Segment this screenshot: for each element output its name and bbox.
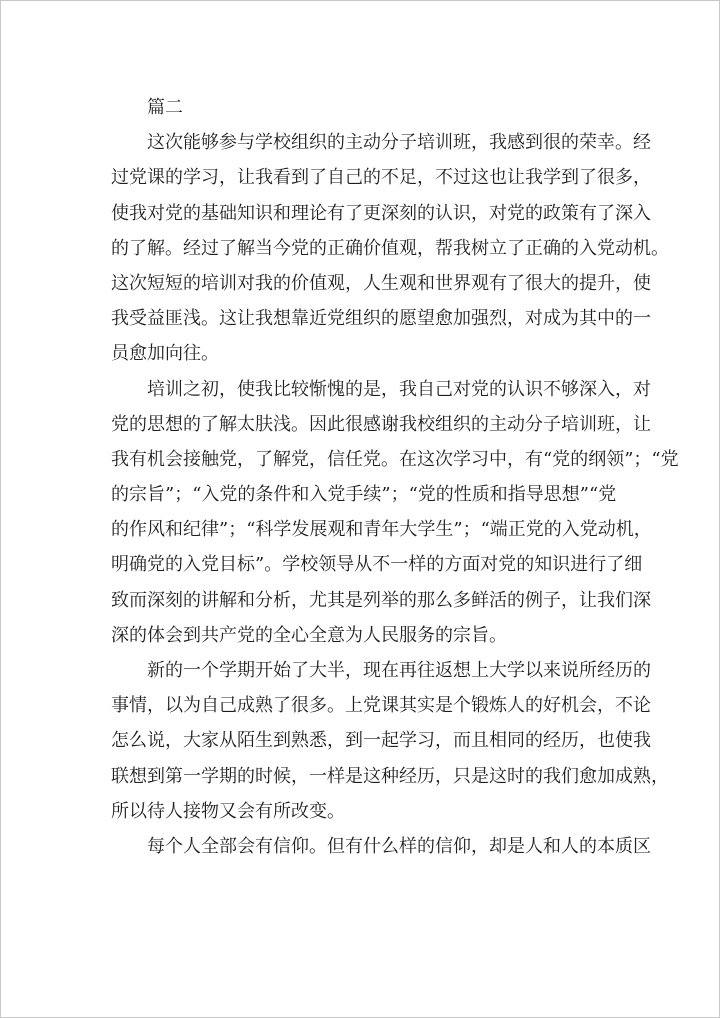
paragraph-1 bbox=[111, 125, 669, 371]
paragraph-line: 这次短短的培训对我的价值观，人生观和世界观有了很大的提升，使 bbox=[111, 272, 651, 294]
paragraph-4 bbox=[111, 829, 651, 864]
paragraph-line: 使我对党的基础知识和理论有了更深刻的认识，对党的政策有了深入 bbox=[111, 202, 651, 224]
paragraph-line: 党的思想的了解太肤浅。因此很感谢我校组织的主动分子培训班，让 bbox=[111, 413, 651, 435]
paragraph-line: 我受益匪浅。这让我想靠近党组织的愿望愈加强烈，对成为其中的一 bbox=[111, 308, 651, 330]
paragraph-2 bbox=[111, 372, 679, 654]
paragraph-line: 我有机会接触党，了解党，信任党。在这次学习中，有“党的纲领”；“党 bbox=[111, 448, 679, 470]
paragraph-line: 所以待人接物又会有所改变。 bbox=[111, 800, 345, 822]
paragraph-line: 培训之初，使我比较惭愧的是，我自己对党的认识不够深入，对 bbox=[111, 378, 651, 400]
paragraph-line: 过党课的学习，让我看到了自己的不足，不过这也让我学到了很多， bbox=[111, 167, 651, 189]
paragraph-line: 怎么说，大家从陌生到熟悉，到一起学习，而且相同的经历，也使我 bbox=[111, 730, 651, 752]
paragraph-line: 新的一个学期开始了大半，现在再往返想上大学以来说所经历的 bbox=[111, 660, 651, 681]
paragraph-line: 明确党的入党目标”。学校领导从不一样的方面对党的知识进行了细 bbox=[111, 554, 643, 576]
paragraph-line: 这次能够参与学校组织的主动分子培训班，我感到很的荣幸。经 bbox=[111, 132, 651, 154]
paragraph-line: 深的体会到共产党的全心全意为人民服务的宗旨。 bbox=[111, 624, 507, 646]
paragraph-line: 的作风和纪律”；“科学发展观和青年大学生”；“端正党的入党动机， bbox=[111, 519, 652, 541]
paragraph-line: 的宗旨”；“入党的条件和入党手续”；“党的性质和指导思想”“党 bbox=[111, 484, 617, 506]
paragraph-line: 的了解。经过了解当今党的正确价值观，帮我树立了正确的入党动机。 bbox=[111, 237, 669, 259]
paragraph-line: 员愈加向往。 bbox=[111, 343, 219, 365]
section-heading: 篇二 bbox=[147, 97, 183, 118]
document-body bbox=[111, 90, 679, 864]
paragraph-line: 事情，以为自己成熟了很多。上党课其实是个锻炼人的好机会，不论 bbox=[111, 695, 651, 717]
paragraph-line: 每个人全部会有信仰。但有什么样的信仰，却是人和人的本质区 bbox=[111, 835, 651, 857]
paragraph-line: 致而深刻的讲解和分析，尤其是列举的那么多鲜活的例子，让我们深 bbox=[111, 589, 651, 611]
paragraph-line: 联想到第一学期的时候，一样是这种经历，只是这时的我们愈加成熟， bbox=[111, 765, 669, 787]
paragraph-3 bbox=[111, 653, 669, 829]
